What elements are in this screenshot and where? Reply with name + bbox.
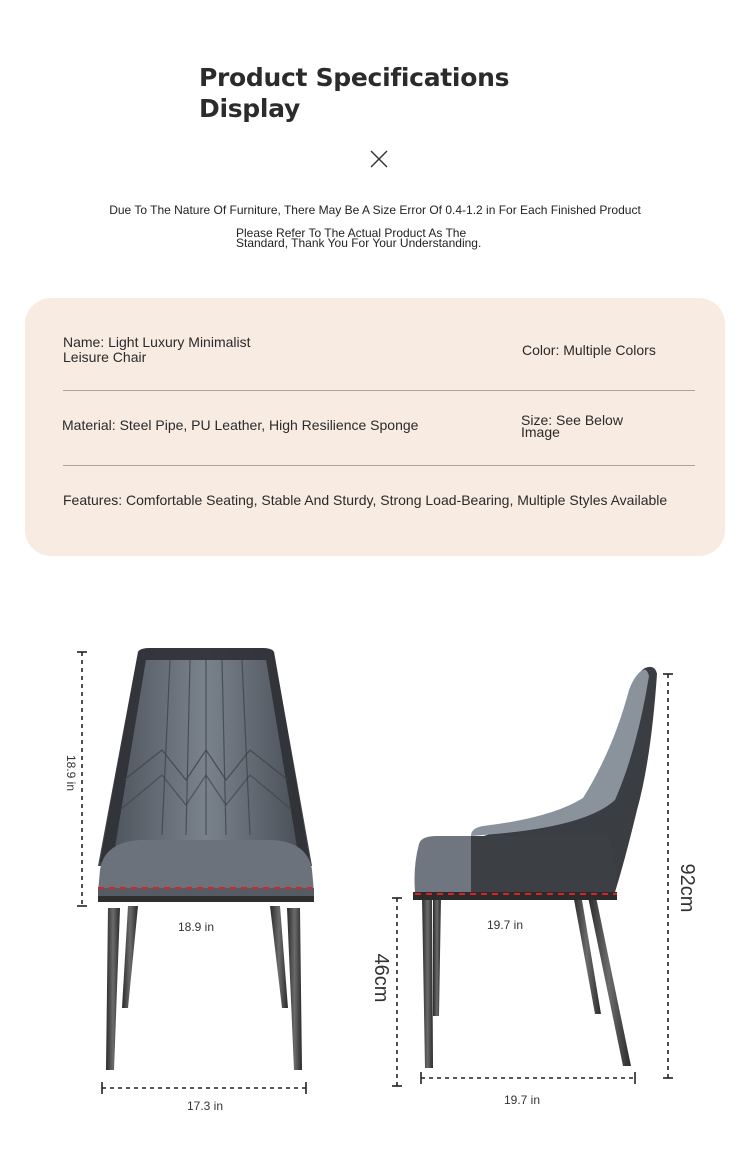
size-error-notice: Due To The Nature Of Furniture, There May Be A Size Error Of 0.4-1.2 in For Each Finished Product: [109, 203, 641, 217]
spec-size-line-2: Image: [521, 424, 560, 440]
spec-name-line-2: Leisure Chair: [63, 349, 147, 365]
divider: [63, 390, 695, 391]
spec-name: [63, 335, 251, 365]
spec-color: Color: Multiple Colors: [522, 342, 656, 358]
refer-notice-line-2: Standard, Thank You For Your Understanding.: [236, 236, 482, 250]
page-title: [199, 62, 559, 124]
chair-side-view: [375, 630, 705, 1130]
spec-size: [521, 414, 623, 438]
front-seat-width-label: 18.9 in: [177, 920, 215, 934]
spec-material: Material: Steel Pipe, PU Leather, High Resilience Sponge: [62, 417, 419, 433]
front-back-height-label: 18.9 in: [64, 754, 78, 792]
side-total-height-label: 92cm: [676, 863, 698, 913]
close-icon[interactable]: [368, 148, 390, 170]
side-seat-height-label: 46cm: [370, 953, 392, 1003]
refer-notice: [236, 228, 516, 248]
spec-features: Features: Comfortable Seating, Stable And Sturdy, Strong Load-Bearing, Multiple Styles Available: [63, 492, 668, 508]
spec-name-line-1: Name: Light Luxury Minimalist: [63, 334, 251, 350]
side-base-depth-label: 19.7 in: [503, 1093, 541, 1107]
front-base-width-label: 17.3 in: [186, 1099, 224, 1113]
title-line-1: Product Specifications: [199, 63, 510, 92]
chair-front-view: [0, 630, 375, 1140]
spec-card: [25, 298, 725, 556]
title-line-2: Display: [199, 94, 300, 123]
side-seat-depth-label: 19.7 in: [486, 918, 524, 932]
refer-notice-line-1: Please Refer To The Actual Product As The: [236, 226, 467, 240]
divider: [63, 465, 695, 466]
spec-size-line-1: Size: See Below: [521, 412, 623, 428]
